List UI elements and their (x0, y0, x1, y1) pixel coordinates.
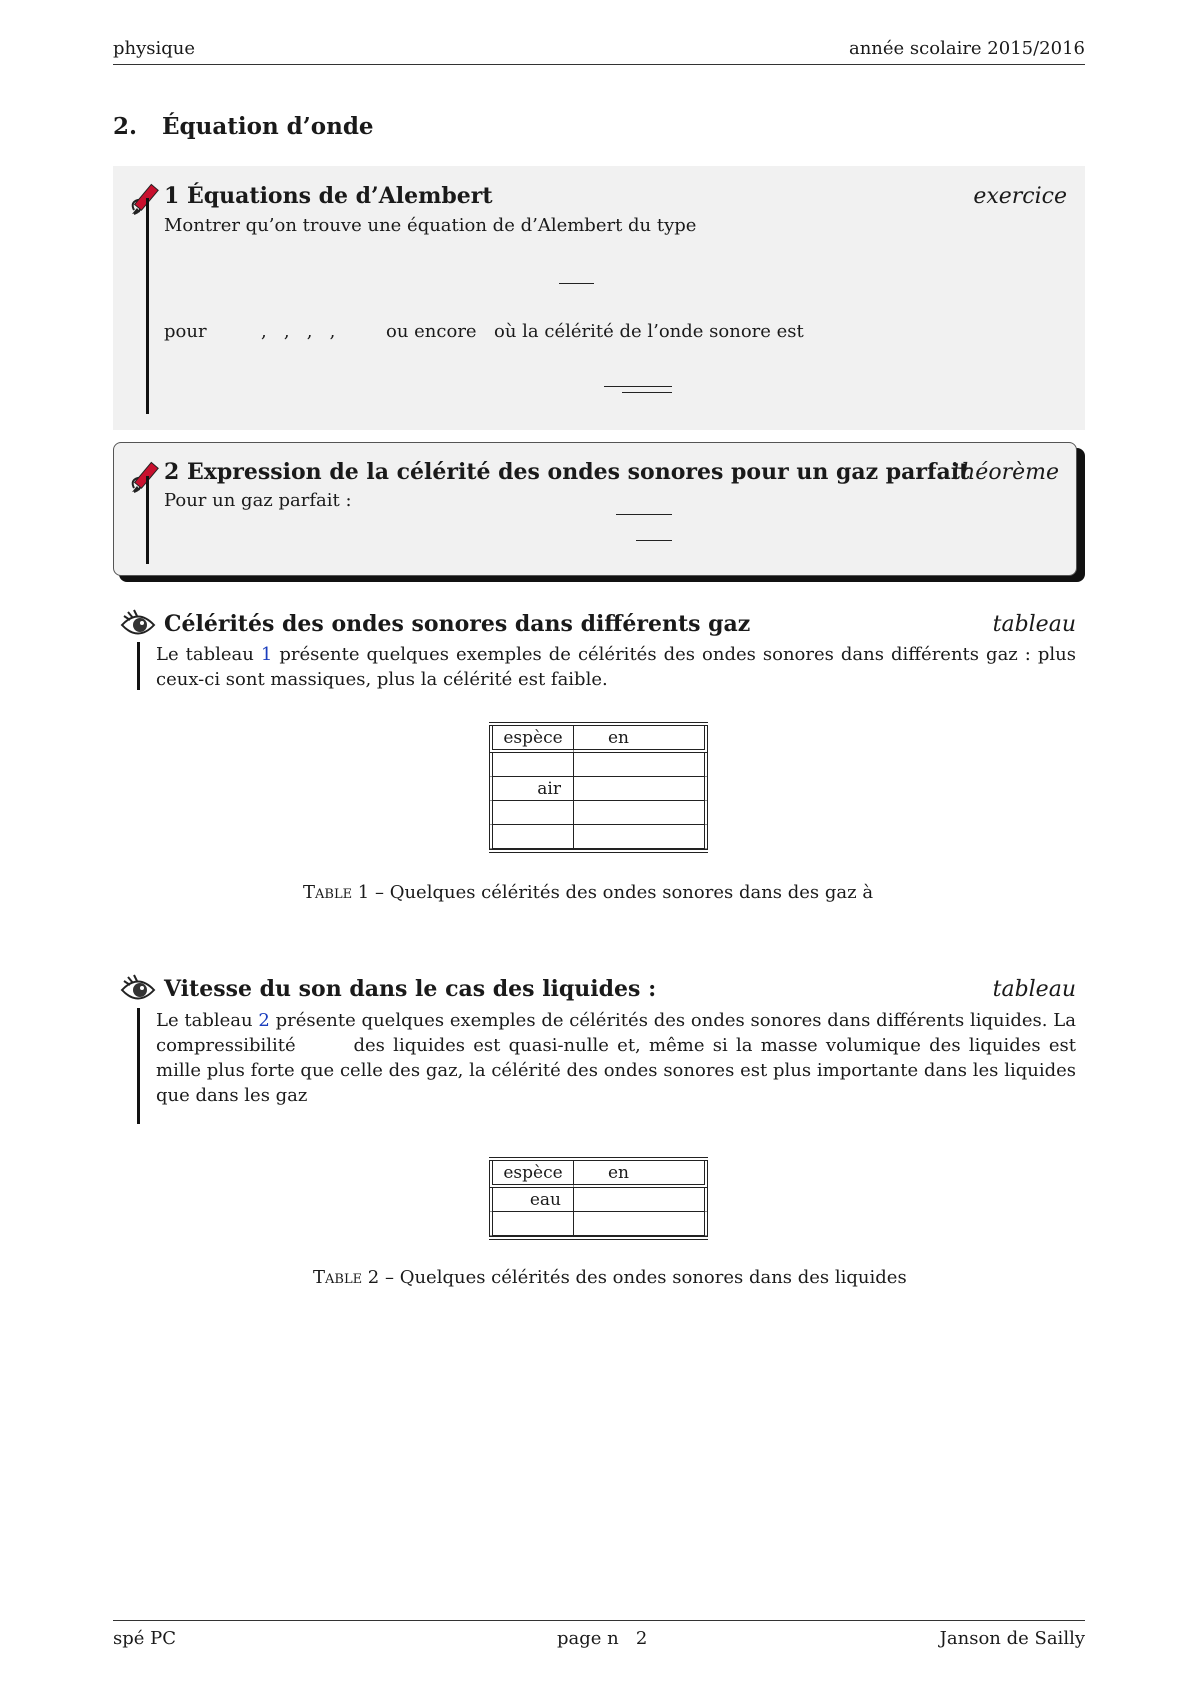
box3-text-end: présente quelques exemples de célérités des ondes sonores dans différents gaz : plus ceux-ci sont massiques, plus la célérité est faible. (156, 644, 1076, 690)
box1-pour: pour (164, 321, 207, 342)
box4-text-end: présente quelques exemples de célérités des ondes sonores dans différents liquides. La compressibilité des liquides est quasi-nulle et, même si la masse volumique des liquides est mille plus forte que celle des gaz, la célérité des ondes sonores est plus importante dans les liquides que dans les gaz (156, 1010, 1082, 1106)
box1-title: Équations de d’Alembert (187, 183, 493, 209)
eye-icon (120, 973, 156, 1011)
table1-caption-text: – Quelques célérités des ondes sonores dans des gaz à (369, 882, 874, 903)
section-number: 2. (113, 113, 138, 140)
table-cell (489, 1212, 574, 1236)
gaz-fraction-bar (616, 514, 672, 515)
box4-text (156, 1008, 1082, 1108)
box1-intro: Montrer qu’on trouve une équation de d’Alembert du type (164, 215, 697, 236)
box1-number: 1 (164, 183, 180, 209)
pencil-icon (128, 180, 162, 224)
box2-title: Expression de la célérité des ondes sonores pour un gaz parfait (187, 459, 970, 485)
box2-intro: Pour un gaz parfait : (164, 490, 352, 511)
celerity-sqrt-bar (622, 392, 672, 393)
table1-reference-link[interactable]: 1 (260, 644, 273, 665)
table1-header-unit: en (574, 726, 708, 753)
table-cell (489, 801, 574, 825)
box3-left-bar (137, 642, 140, 690)
eye-icon (120, 608, 156, 646)
box1-commas: , , , , (261, 321, 336, 342)
table-cell: air (489, 777, 574, 801)
box1-left-bar (146, 198, 149, 414)
footer-left: spé PC (113, 1628, 177, 1649)
celerity-fraction-bar (604, 386, 672, 387)
box3-tag: tableau (992, 612, 1076, 637)
section-title: Équation d’onde (162, 113, 374, 140)
table-cell (574, 1188, 708, 1212)
table-cell (574, 825, 708, 849)
table-cell (574, 777, 708, 801)
box2-number: 2 (164, 459, 180, 485)
table1 (489, 722, 708, 853)
pencil-icon (128, 458, 162, 502)
box4-left-bar (137, 1008, 140, 1124)
table2-reference-link[interactable]: 2 (258, 1010, 270, 1031)
header-right: année scolaire 2015/2016 (848, 38, 1085, 59)
table-cell (574, 801, 708, 825)
box3-text-start: Le tableau (156, 644, 261, 665)
box3-text (156, 642, 1076, 692)
footer-page-number: page n 2 (557, 1628, 648, 1649)
table2-caption-label: Table 2 (313, 1267, 380, 1288)
box3-title: Célérités des ondes sonores dans différents gaz (164, 611, 751, 637)
table2-header-species: espèce (489, 1161, 574, 1188)
table1-caption-label: Table 1 (303, 882, 370, 903)
box1-ou-encore: ou encore (386, 321, 477, 342)
footer-right: Janson de Sailly (939, 1628, 1085, 1649)
table-cell (574, 753, 708, 777)
header-left: physique (113, 38, 196, 59)
footer-rule (113, 1620, 1085, 1621)
table2-caption-text: – Quelques célérités des ondes sonores dans des liquides (379, 1267, 907, 1288)
table2 (489, 1157, 708, 1240)
box1-celerite: où la célérité de l’onde sonore est (494, 321, 804, 342)
box4-text-start: Le tableau (156, 1010, 259, 1031)
table-cell: eau (489, 1188, 574, 1212)
table-cell (574, 1212, 708, 1236)
table2-header-unit: en (574, 1161, 708, 1188)
box1-tag: exercice (973, 184, 1067, 209)
box2-left-bar (146, 476, 149, 564)
table2-caption (313, 1267, 907, 1288)
table1-caption (303, 882, 873, 903)
gaz-fraction-bar-2 (636, 540, 672, 541)
header-rule (113, 64, 1085, 65)
box4-title: Vitesse du son dans le cas des liquides : (164, 976, 657, 1002)
box2-tag: théorème (952, 460, 1059, 485)
equation-fraction-bar (559, 283, 594, 284)
box4-tag: tableau (992, 977, 1076, 1002)
table-cell (489, 753, 574, 777)
table-cell (489, 825, 574, 849)
table1-header-species: espèce (489, 726, 574, 753)
